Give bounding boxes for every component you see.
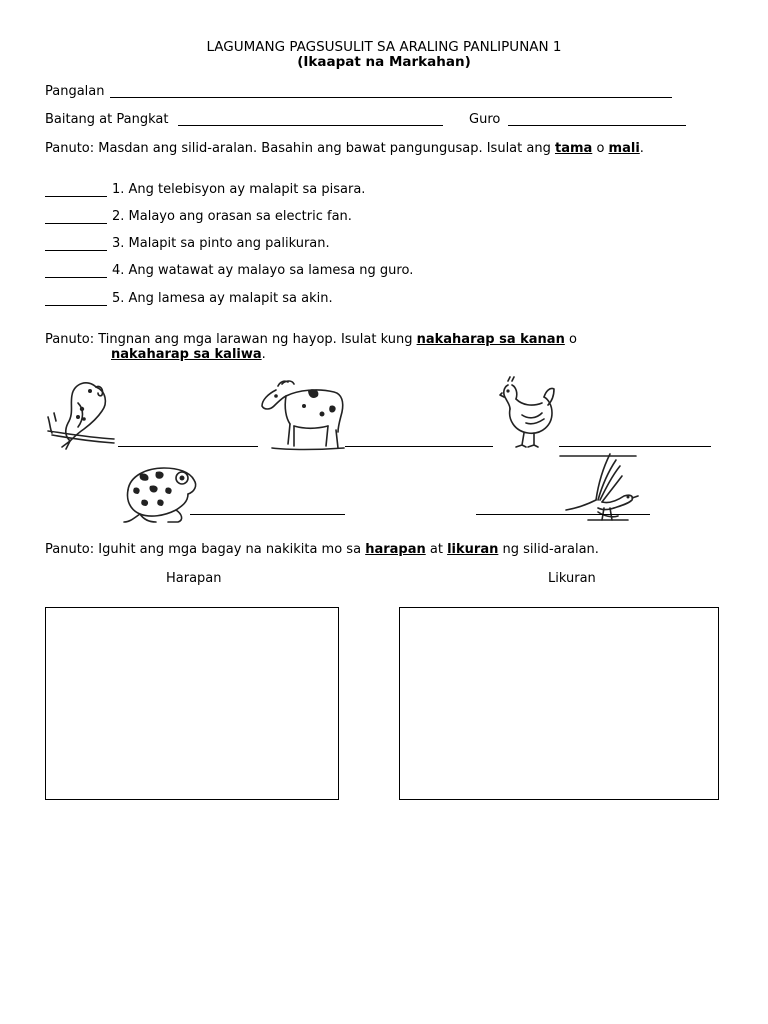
parrot-icon xyxy=(44,375,120,453)
question-item-1: 1. Ang telebisyon ay malapit sa pisara. xyxy=(112,182,366,197)
instruction-part1 xyxy=(45,141,644,157)
answer-blank-bird[interactable] xyxy=(476,514,650,515)
answer-blank-1[interactable] xyxy=(45,196,107,197)
answer-blank-3[interactable] xyxy=(45,250,107,251)
instruction-part2-line2 xyxy=(111,347,266,363)
keyword-back: likuran xyxy=(447,542,499,557)
instruction-part2 xyxy=(45,332,577,348)
name-label: Pangalan xyxy=(45,84,105,99)
keyword-left: nakaharap sa kaliwa xyxy=(111,347,262,362)
answer-blank-hen[interactable] xyxy=(559,446,711,447)
question-item-5: 5. Ang lamesa ay malapit sa akin. xyxy=(112,291,333,306)
answer-blank-4[interactable] xyxy=(45,277,107,278)
period: . xyxy=(261,347,266,362)
name-field[interactable] xyxy=(110,97,672,98)
page-subtitle: (Ikaapat na Markahan) xyxy=(297,54,471,70)
frog-icon xyxy=(120,460,200,526)
answer-blank-2[interactable] xyxy=(45,223,107,224)
question-item-2: 2. Malayo ang orasan sa electric fan. xyxy=(112,209,352,224)
question-item-3: 3. Malapit sa pinto ang palikuran. xyxy=(112,236,330,251)
back-label: Likuran xyxy=(548,571,596,586)
front-label: Harapan xyxy=(166,571,222,586)
keyword-right: nakaharap sa kanan xyxy=(416,332,565,347)
conjunction: at xyxy=(429,542,443,557)
instruction-suffix: ng silid-aralan. xyxy=(502,542,599,557)
answer-blank-frog[interactable] xyxy=(190,514,345,515)
grade-label: Baitang at Pangkat xyxy=(45,112,169,127)
drawing-box-front[interactable] xyxy=(45,607,339,800)
page-title: LAGUMANG PAGSUSULIT SA ARALING PANLIPUNAN 1 xyxy=(206,39,562,55)
hen-icon xyxy=(498,375,558,451)
answer-blank-5[interactable] xyxy=(45,305,107,306)
period: . xyxy=(639,141,644,156)
keyword-mali: mali xyxy=(608,141,640,156)
keyword-tama: tama xyxy=(554,141,593,156)
drawing-box-back[interactable] xyxy=(399,607,719,800)
instruction-text: Panuto: Tingnan ang mga larawan ng hayop. Isulat kung xyxy=(45,332,413,347)
question-item-4: 4. Ang watawat ay malayo sa lamesa ng guro. xyxy=(112,263,414,278)
conjunction: o xyxy=(568,332,577,347)
keyword-front: harapan xyxy=(365,542,426,557)
grade-field[interactable] xyxy=(178,125,443,126)
conjunction: o xyxy=(596,141,605,156)
teacher-field[interactable] xyxy=(508,125,686,126)
goat-icon xyxy=(258,376,348,452)
answer-blank-parrot[interactable] xyxy=(118,446,258,447)
instruction-text: Panuto: Masdan ang silid-aralan. Basahin ang bawat pangungusap. Isulat ang xyxy=(45,141,551,156)
teacher-label: Guro xyxy=(469,112,501,127)
instruction-text: Panuto: Iguhit ang mga bagay na nakikita mo sa xyxy=(45,542,362,557)
instruction-part3 xyxy=(45,542,599,558)
answer-blank-goat[interactable] xyxy=(345,446,493,447)
